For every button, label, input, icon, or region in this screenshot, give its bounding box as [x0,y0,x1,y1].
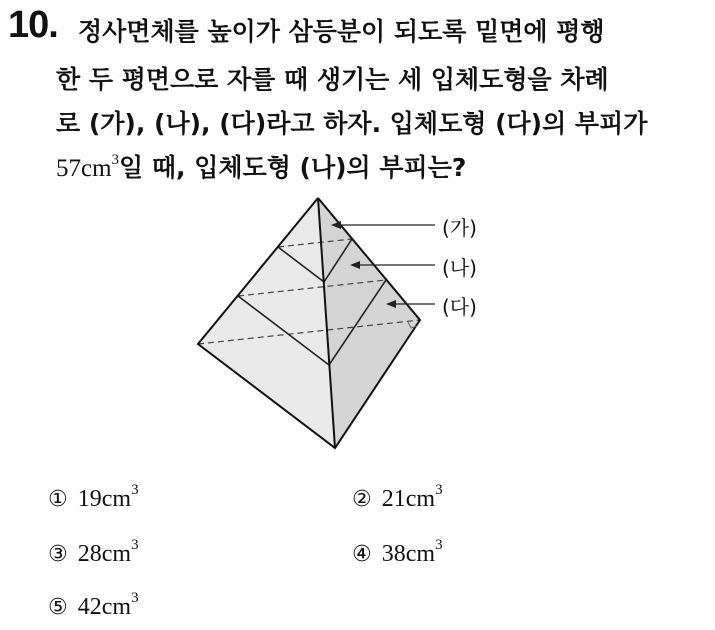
choice-1[interactable] [48,482,139,513]
choice-4-mark: ④ [352,542,372,567]
volume-exponent: 3 [111,152,120,168]
choice-5-mark: ⑤ [48,595,68,620]
tetrahedron-figure [190,192,510,456]
volume-unit: cm [81,155,112,182]
choice-2[interactable] [352,482,443,513]
figure-label-na: (나) [442,256,477,280]
choice-4[interactable] [352,537,443,568]
choice-5-exp: 3 [131,590,139,606]
choice-5-unit: cm [101,594,132,620]
question-line-1: 정사면체를 높이가 삼등분이 되도록 밑면에 평행 [78,17,605,46]
question-line-3: 로 (가), (나), (다)라고 하자. 입체도형 (다)의 부피가 [56,109,648,138]
choice-4-unit: cm [405,541,436,567]
volume-value: 57 [56,155,81,182]
choice-2-exp: 3 [435,482,443,498]
choice-2-mark: ② [352,487,372,512]
choice-1-mark: ① [48,487,68,512]
choice-3-value: 28 [77,541,102,567]
choice-3-exp: 3 [131,537,139,553]
choice-2-value: 21 [381,486,406,512]
choice-3-mark: ③ [48,542,68,567]
choice-4-exp: 3 [435,537,443,553]
choice-1-value: 19 [77,486,102,512]
figure-label-da: (다) [442,295,477,319]
choice-2-unit: cm [405,486,436,512]
choice-1-unit: cm [101,486,132,512]
figure-label-ga: (가) [442,216,477,240]
choice-3-unit: cm [101,541,132,567]
choice-5[interactable] [48,590,139,621]
choice-5-value: 42 [77,594,102,620]
tetra-front-face [198,198,335,448]
choice-3[interactable] [48,537,139,568]
choice-4-value: 38 [381,541,406,567]
question-number: 10. [8,4,58,46]
question-line-4 [56,148,466,184]
question-line-2: 한 두 평면으로 자를 때 생기는 세 입체도형을 차례 [56,65,609,94]
choice-1-exp: 3 [131,482,139,498]
question-line-4-text: 일 때, 입체도형 (나)의 부피는? [119,153,467,182]
